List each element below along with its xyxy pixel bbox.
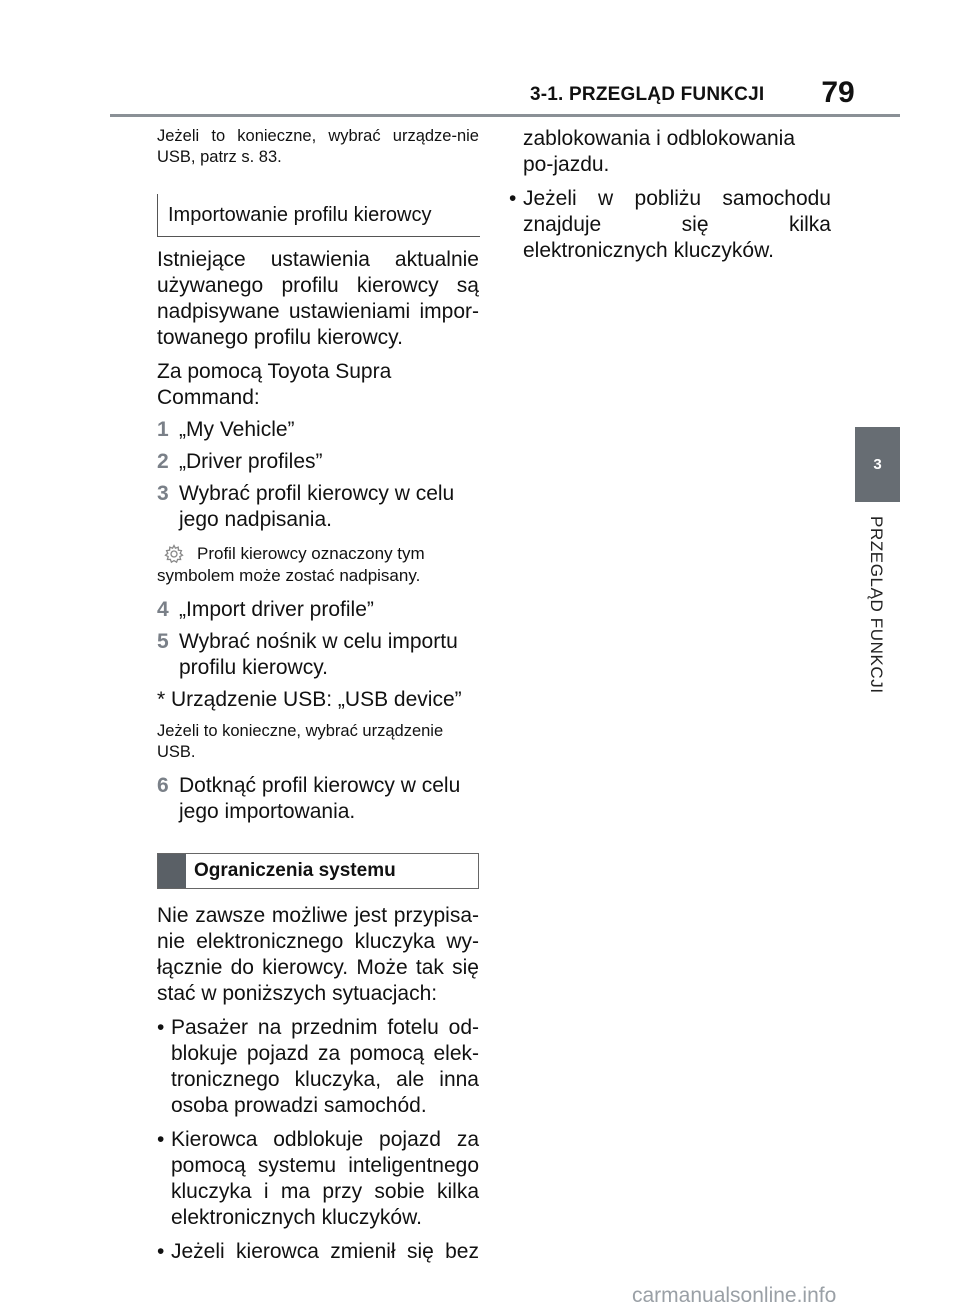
step-number: 5 xyxy=(157,630,169,653)
step-text: „Driver profiles” xyxy=(179,450,323,473)
bullet-text: Jeżeli kierowca zmienił się bez xyxy=(171,1240,479,1263)
right-column xyxy=(509,126,831,264)
chapter-tab xyxy=(855,427,900,502)
step-text: Dotknąć profil kierowcy w celu jego importowania. xyxy=(179,774,461,823)
gear-icon xyxy=(163,543,185,565)
paragraph-overwrite: Istniejące ustawienia aktualnie używanego profilu kierowcy są nadpisywane ustawieniami impor-towanego profilu kierowcy. xyxy=(157,248,479,349)
continuation-text: zablokowania i odblokowania po-jazdu. xyxy=(523,127,796,176)
paragraph-command: Za pomocą Toyota Supra Command: xyxy=(157,360,392,409)
note-overwrite-symbol xyxy=(157,543,479,587)
section-title: 3-1. PRZEGLĄD FUNKCJI xyxy=(530,84,765,105)
step-number: 3 xyxy=(157,482,169,505)
step-number: 2 xyxy=(157,450,169,473)
bullet-text: Pasażer na przednim fotelu od-blokuje pojazd za pomocą elek-tronicznego kluczyka, ale inna osoba prowadzi samochód. xyxy=(171,1016,479,1117)
step-item xyxy=(157,449,479,475)
paragraph-limitations: Nie zawsze możliwe jest przypisa-nie elektronicznego kluczyka wy-łącznie do kierowcy. Może tak się stać w poniższych sytuacjach: xyxy=(157,904,479,1005)
bullet-text: Jeżeli w pobliżu samochodu znajduje się kilka elektronicznych kluczyków. xyxy=(523,187,831,262)
step-item xyxy=(157,773,479,825)
bullet-item xyxy=(509,186,831,264)
step-text: „Import driver profile” xyxy=(179,598,374,621)
step-number: 6 xyxy=(157,774,169,797)
header-rule xyxy=(110,114,900,117)
bullet-item xyxy=(157,1239,479,1265)
chapter-tab-label: PRZEGLĄD FUNKCJI xyxy=(867,516,886,694)
chapter-tab-number: 3 xyxy=(873,456,882,473)
bullet-dot: • xyxy=(157,1016,165,1039)
note-text-line2: symbolem może zostać nadpisany. xyxy=(157,566,421,585)
bullet-item xyxy=(157,1015,479,1119)
bullet-dot: • xyxy=(509,187,517,210)
usb-device-line: * Urządzenie USB: „USB device” xyxy=(157,688,462,711)
step-number: 4 xyxy=(157,598,169,621)
section-heading-label: Ograniczenia systemu xyxy=(194,860,396,881)
watermark: carmanualsonline.info xyxy=(632,1284,837,1307)
step-item xyxy=(157,481,479,533)
step-text: Wybrać nośnik w celu importu profilu kierowcy. xyxy=(179,630,458,679)
note-text-line1: Profil kierowcy oznaczony tym xyxy=(197,544,425,563)
step-item xyxy=(157,629,479,681)
heading-bar xyxy=(158,854,186,888)
left-column xyxy=(157,126,479,1265)
bullet-item xyxy=(157,1127,479,1231)
subheading-import-profile: Importowanie profilu kierowcy xyxy=(157,194,480,237)
step-text: Wybrać profil kierowcy w celu jego nadpisania. xyxy=(179,482,455,531)
step-item xyxy=(157,597,479,623)
step-item xyxy=(157,417,479,443)
page-number: 79 xyxy=(821,76,855,109)
note-usb: Jeżeli to konieczne, wybrać urządzenie USB. xyxy=(157,722,444,761)
bullet-dot: • xyxy=(157,1128,165,1151)
intro-text: Jeżeli to konieczne, wybrać urządze-nie USB, patrz s. 83. xyxy=(157,127,479,166)
step-text: „My Vehicle” xyxy=(179,418,295,441)
bullet-dot: • xyxy=(157,1240,165,1263)
bullet-text: Kierowca odblokuje pojazd za pomocą systemu inteligentnego kluczyka i ma przy sobie kilka elektronicznych kluczyków. xyxy=(171,1128,479,1229)
section-heading-box xyxy=(157,853,479,889)
step-number: 1 xyxy=(157,418,169,441)
